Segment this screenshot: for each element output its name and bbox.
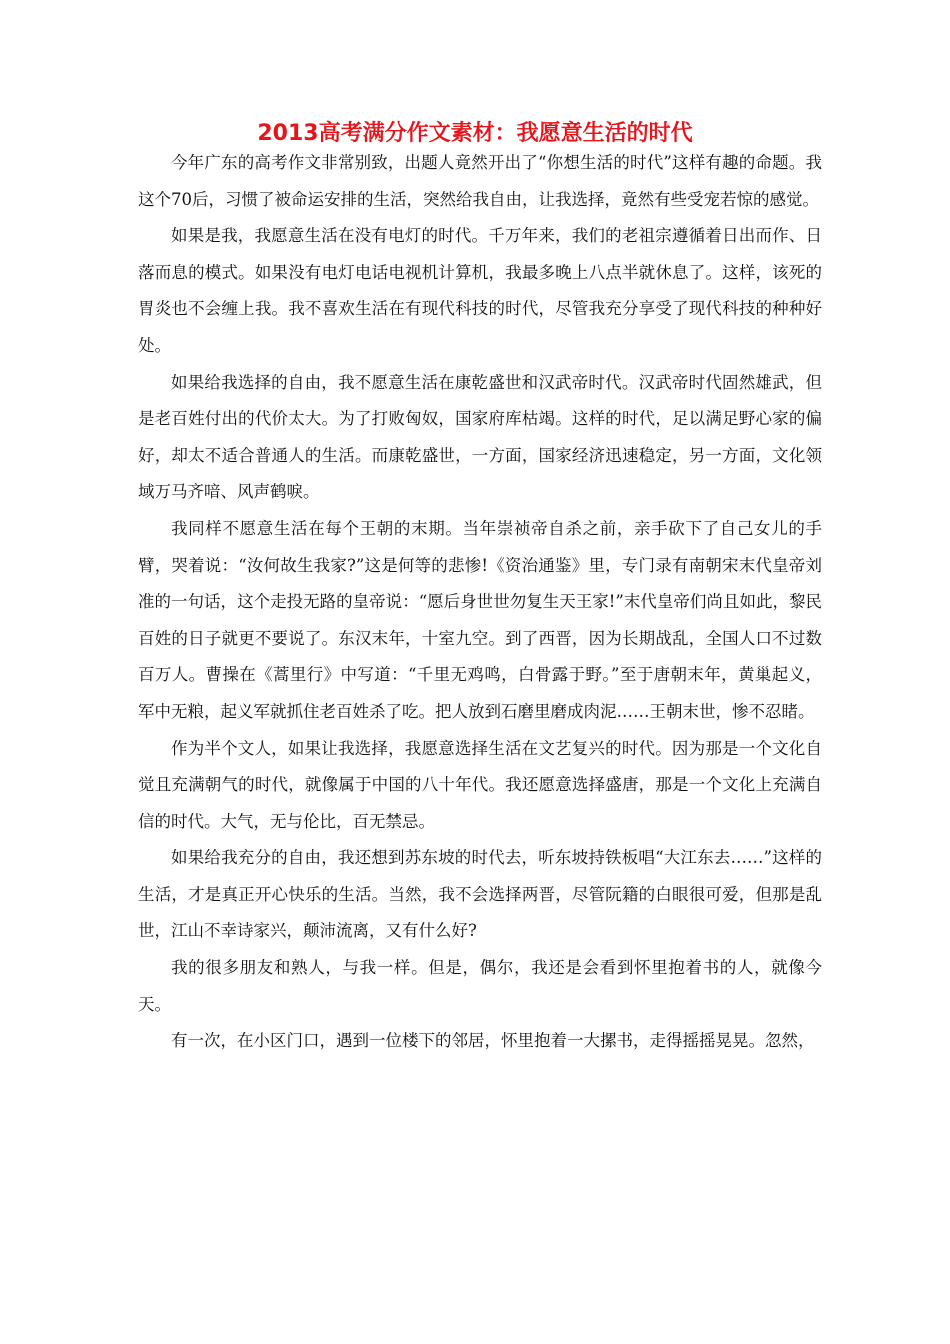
paragraph-8: 有一次，在小区门口，遇到一位楼下的邻居，怀里抱着一大摞书，走得摇摇晃晃。忽然， bbox=[171, 1031, 815, 1051]
paragraph-6: 如果给我充分的自由，我还想到苏东坡的时代去，听东坡持铁板唱“大江东去……”这样的生活，才是真正开心快乐的生活。当然，我不会选择两晋，尽管阮籍的白眼很可爱，但那是乱世，江山不幸诗家兴，颠沛流离，又有什么好? bbox=[138, 848, 822, 941]
paragraph-2: 如果是我，我愿意生活在没有电灯的时代。千万年来，我们的老祖宗遵循着日出而作、日落而息的模式。如果没有电灯电话电视机计算机，我最多晚上八点半就休息了。这样，该死的胃炎也不会缠上我。我不喜欢生活在有现代科技的时代，尽管我充分享受了现代科技的种种好处。 bbox=[138, 226, 822, 355]
paragraph-5: 作为半个文人，如果让我选择，我愿意选择生活在文艺复兴的时代。因为那是一个文化自觉且充满朝气的时代，就像属于中国的八十年代。我还愿意选择盛唐，那是一个文化上充满自信的时代。大气，无与伦比，百无禁忌。 bbox=[138, 738, 822, 831]
document-body bbox=[138, 145, 822, 1060]
paragraph-1: 今年广东的高考作文非常别致，出题人竟然开出了“你想生活的时代”这样有趣的命题。我这个70后，习惯了被命运安排的生活，突然给我自由，让我选择，竟然有些受宠若惊的感觉。 bbox=[138, 153, 822, 209]
document-title: 2013高考满分作文素材：我愿意生活的时代 bbox=[257, 121, 693, 146]
paragraph-7: 我的很多朋友和熟人，与我一样。但是，偶尔，我还是会看到怀里抱着书的人，就像今天。 bbox=[138, 958, 822, 1014]
paragraph-4: 我同样不愿意生活在每个王朝的末期。当年崇祯帝自杀之前，亲手砍下了自己女儿的手臂，哭着说：“汝何故生我家?”这是何等的悲惨!《资治通鉴》里，专门录有南朝宋末代皇帝刘准的一句话，这个走投无路的皇帝说：“愿后身世世勿复生天王家!”末代皇帝们尚且如此，黎民百姓的日子就更不要说了。东汉末年，十室九空。到了西晋，因为长期战乱，全国人口不过数百万人。曹操在《蒿里行》中写道：“千里无鸡鸣，白骨露于野。”至于唐朝末年，黄巢起义，军中无粮，起义军就抓住老百姓杀了吃。把人放到石磨里磨成肉泥……王朝末世，惨不忍睹。 bbox=[138, 518, 822, 721]
paragraph-3: 如果给我选择的自由，我不愿意生活在康乾盛世和汉武帝时代。汉武帝时代固然雄武，但是老百姓付出的代价太大。为了打败匈奴，国家府库枯竭。这样的时代，足以满足野心家的偏好，却太不适合普通人的生活。而康乾盛世，一方面，国家经济迅速稳定，另一方面，文化领域万马齐喑、风声鹤唳。 bbox=[138, 372, 822, 502]
